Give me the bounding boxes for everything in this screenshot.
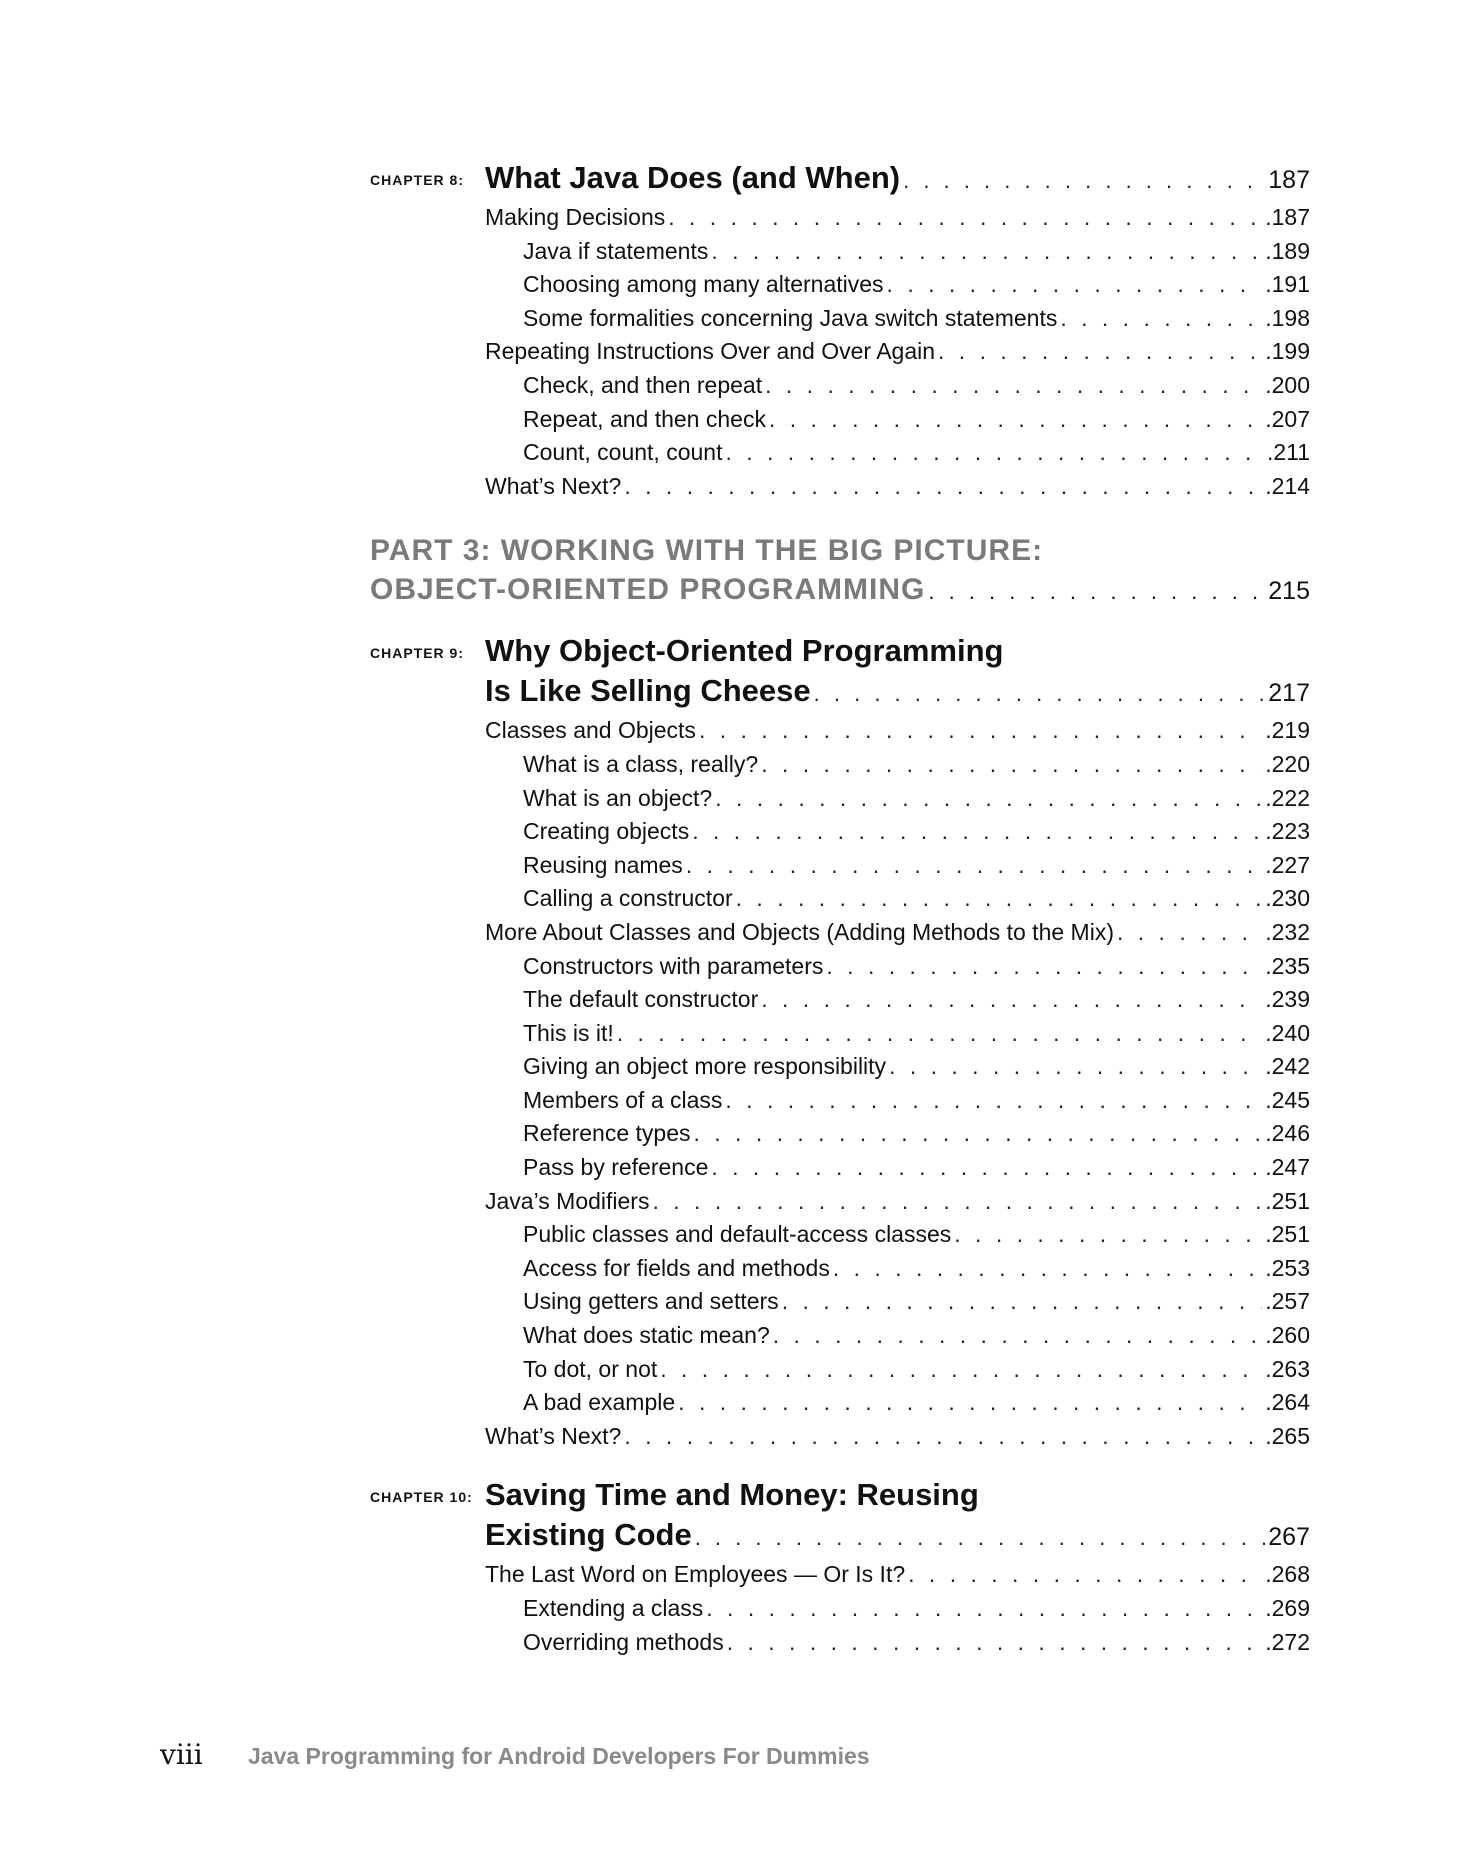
entry-title: Giving an object more responsibility	[523, 1053, 887, 1080]
page-number: .220	[1265, 750, 1310, 777]
chapter-label: CHAPTER 8:	[370, 172, 465, 188]
entry-title: What does static mean?	[523, 1322, 770, 1349]
page-number: .247	[1265, 1154, 1310, 1181]
dot-leader	[773, 1319, 1263, 1353]
page-number: .200	[1265, 371, 1310, 398]
dot-leader	[928, 572, 1265, 611]
entry-title: The Last Word on Employees — Or Is It?	[485, 1561, 906, 1588]
page-footer	[160, 1738, 870, 1771]
toc-subsection-entry[interactable]	[523, 268, 1310, 302]
dot-leader	[711, 235, 1262, 269]
page-number: .269	[1265, 1595, 1310, 1621]
toc-subsection-entry[interactable]	[523, 1218, 1310, 1252]
entry-title: Some formalities concerning Java switch statements	[523, 304, 1058, 331]
page-number: .246	[1265, 1120, 1310, 1147]
page-number: .260	[1265, 1322, 1310, 1349]
page-number: 217	[1268, 679, 1310, 708]
dot-leader	[908, 1558, 1262, 1592]
entry-title: Creating objects	[523, 818, 690, 845]
page-number: .245	[1265, 1086, 1310, 1113]
toc-subsection-entry[interactable]	[523, 1252, 1310, 1286]
toc-subsection-entry[interactable]	[523, 1353, 1310, 1387]
toc-subsection-entry[interactable]	[523, 369, 1310, 403]
page-number: .207	[1265, 405, 1310, 432]
dot-leader	[624, 1420, 1262, 1454]
entry-title: What is a class, really?	[523, 750, 759, 777]
page-number: .264	[1265, 1389, 1310, 1416]
dot-leader	[769, 403, 1262, 437]
page-number: .230	[1265, 885, 1310, 912]
entry-title: Extending a class	[523, 1595, 704, 1621]
entry-title: More About Classes and Objects (Adding Methods to the Mix)	[485, 918, 1114, 945]
entry-title: Java’s Modifiers	[485, 1187, 650, 1214]
toc-subsection-entry[interactable]	[523, 1319, 1310, 1353]
entry-title: Making Decisions	[485, 204, 666, 230]
toc-subsection-entry[interactable]	[523, 1592, 1310, 1626]
dot-leader	[699, 714, 1262, 748]
dot-leader	[765, 369, 1262, 403]
chapter-8-entries	[370, 201, 1310, 503]
toc-subsection-entry[interactable]	[523, 748, 1310, 782]
dot-leader	[678, 1386, 1262, 1420]
dot-leader	[706, 1592, 1262, 1626]
part-title-line-1: PART 3: WORKING WITH THE BIG PICTURE:	[370, 534, 1044, 568]
dot-leader	[695, 1518, 1266, 1558]
toc-section-entry[interactable]	[485, 335, 1310, 369]
page-number: .232	[1265, 918, 1310, 945]
entry-title: Choosing among many alternatives	[523, 271, 884, 298]
entry-title: What is an object?	[523, 784, 713, 811]
chapter-title-line-2: Is Like Selling Cheese	[485, 673, 811, 709]
toc-subsection-entry[interactable]	[523, 1285, 1310, 1319]
toc-subsection-entry[interactable]	[523, 1151, 1310, 1185]
chapter-title-line-2: Existing Code	[485, 1517, 692, 1553]
folio-number: viii	[160, 1738, 203, 1771]
dot-leader	[711, 1151, 1262, 1185]
page-number: .189	[1265, 237, 1310, 264]
entry-title: Count, count, count	[523, 439, 723, 466]
entry-title: This is it!	[523, 1019, 614, 1046]
toc-section-entry[interactable]	[485, 1558, 1310, 1592]
chapter-title-row[interactable]	[485, 671, 1310, 714]
dot-leader	[954, 1218, 1262, 1252]
dot-leader	[1117, 916, 1262, 950]
entry-title: What’s Next?	[485, 1422, 622, 1449]
part-title-line-2: OBJECT-ORIENTED PROGRAMMING	[370, 573, 926, 607]
entry-title: Repeat, and then check	[523, 405, 766, 432]
entry-title: Access for fields and methods	[523, 1254, 830, 1281]
page-number: 187	[1268, 166, 1310, 194]
toc-subsection-entry[interactable]	[523, 950, 1310, 984]
chapter-title-row[interactable]	[485, 158, 1310, 201]
entry-title: Reusing names	[523, 851, 683, 878]
entry-title: Reference types	[523, 1120, 691, 1147]
entry-title: Members of a class	[523, 1086, 723, 1113]
toc-section-entry[interactable]	[485, 1185, 1310, 1219]
dot-leader	[725, 436, 1263, 470]
page-number: .257	[1265, 1288, 1310, 1315]
toc-subsection-entry[interactable]	[523, 1084, 1310, 1118]
chapter-label: CHAPTER 10:	[370, 1489, 473, 1506]
toc-subsection-entry[interactable]	[523, 1386, 1310, 1420]
dot-leader	[727, 1626, 1263, 1660]
chapter-10	[370, 1475, 1310, 1558]
chapter-8	[370, 158, 1310, 201]
toc-subsection-entry[interactable]	[523, 235, 1310, 269]
page-number: .214	[1265, 472, 1310, 499]
toc-section-entry[interactable]	[485, 201, 1310, 235]
entry-title: Constructors with parameters	[523, 952, 824, 979]
chapter-title: What Java Does (and When)	[485, 160, 901, 195]
chapter-10-entries	[370, 1558, 1310, 1659]
dot-leader	[715, 782, 1262, 816]
page-number: .251	[1265, 1221, 1310, 1248]
entry-title: A bad example	[523, 1389, 676, 1416]
entry-title: Repeating Instructions Over and Over Again	[485, 338, 936, 365]
dot-leader	[692, 815, 1262, 849]
dot-leader	[1060, 302, 1262, 336]
toc-subsection-entry[interactable]	[523, 1050, 1310, 1084]
toc-subsection-entry[interactable]	[523, 403, 1310, 437]
dot-leader	[761, 983, 1262, 1017]
page-number: .253	[1265, 1254, 1310, 1281]
toc-subsection-entry[interactable]	[523, 436, 1310, 470]
dot-leader	[782, 1285, 1263, 1319]
entry-title: Calling a constructor	[523, 885, 733, 912]
toc-section-entry[interactable]	[485, 714, 1310, 748]
dot-leader	[725, 1084, 1262, 1118]
page-number: 267	[1268, 1523, 1310, 1552]
part-3-heading[interactable]	[370, 531, 1310, 611]
dot-leader	[938, 335, 1262, 369]
chapter-9-entries	[370, 714, 1310, 1453]
page-number: .251	[1265, 1187, 1310, 1214]
toc-section-entry[interactable]	[485, 1420, 1310, 1454]
page-number: .272	[1265, 1628, 1310, 1655]
page-number: .242	[1265, 1053, 1310, 1080]
toc-subsection-entry[interactable]	[523, 1017, 1310, 1051]
entry-title: The default constructor	[523, 986, 759, 1013]
dot-leader	[833, 1252, 1262, 1286]
toc-subsection-entry[interactable]	[523, 849, 1310, 883]
toc-subsection-entry[interactable]	[523, 1117, 1310, 1151]
page-number: .198	[1265, 304, 1310, 331]
page-number: .199	[1265, 338, 1310, 365]
entry-title: To dot, or not	[523, 1355, 658, 1382]
chapter-title-line-1[interactable]: Saving Time and Money: Reusing	[485, 1477, 979, 1513]
page-number: .187	[1265, 204, 1310, 230]
entry-title: Overriding methods	[523, 1628, 724, 1655]
dot-leader	[761, 748, 1262, 782]
page-number: .223	[1265, 818, 1310, 845]
dot-leader	[903, 161, 1265, 201]
dot-leader	[660, 1353, 1262, 1387]
dot-leader	[693, 1117, 1262, 1151]
dot-leader	[686, 849, 1262, 883]
chapter-title-row[interactable]	[485, 1515, 1310, 1558]
page-number: 215	[1268, 577, 1310, 606]
page-number: .227	[1265, 851, 1310, 878]
entry-title: Check, and then repeat	[523, 371, 763, 398]
chapter-title-line-1[interactable]: Why Object-Oriented Programming	[485, 633, 1004, 669]
page-number: .235	[1265, 952, 1310, 979]
page-number: .191	[1265, 271, 1310, 298]
toc-section-entry[interactable]	[485, 470, 1310, 504]
page-number: .239	[1265, 986, 1310, 1013]
toc-subsection-entry[interactable]	[523, 983, 1310, 1017]
toc-subsection-entry[interactable]	[523, 302, 1310, 336]
page-number: .240	[1265, 1019, 1310, 1046]
entry-title: Classes and Objects	[485, 717, 696, 744]
dot-leader	[668, 201, 1262, 235]
dot-leader	[826, 950, 1262, 984]
entry-title: Java if statements	[523, 237, 709, 264]
dot-leader	[652, 1185, 1262, 1219]
toc-subsection-entry[interactable]	[523, 815, 1310, 849]
chapter-label: CHAPTER 9:	[370, 645, 465, 662]
page-number: .222	[1265, 784, 1310, 811]
dot-leader	[887, 268, 1263, 302]
chapter-9	[370, 631, 1310, 714]
page-number: .211	[1266, 439, 1310, 466]
page-number: .268	[1265, 1561, 1310, 1588]
running-book-title: Java Programming for Android Developers For Dummies	[248, 1743, 870, 1769]
dot-leader	[736, 882, 1263, 916]
page-number: .219	[1265, 717, 1310, 744]
entry-title: Pass by reference	[523, 1154, 709, 1181]
dot-leader	[889, 1050, 1262, 1084]
dot-leader	[624, 470, 1262, 504]
entry-title: What’s Next?	[485, 472, 622, 499]
toc-subsection-entry[interactable]	[523, 1626, 1310, 1660]
page-number: .263	[1265, 1355, 1310, 1382]
dot-leader	[617, 1017, 1263, 1051]
entry-title: Public classes and default-access classes	[523, 1221, 952, 1248]
dot-leader	[814, 674, 1266, 714]
toc-subsection-entry[interactable]	[523, 782, 1310, 816]
table-of-contents	[370, 158, 1310, 1659]
toc-subsection-entry[interactable]	[523, 882, 1310, 916]
entry-title: Using getters and setters	[523, 1288, 779, 1315]
page-number: .265	[1265, 1422, 1310, 1449]
toc-section-entry[interactable]	[485, 916, 1310, 950]
